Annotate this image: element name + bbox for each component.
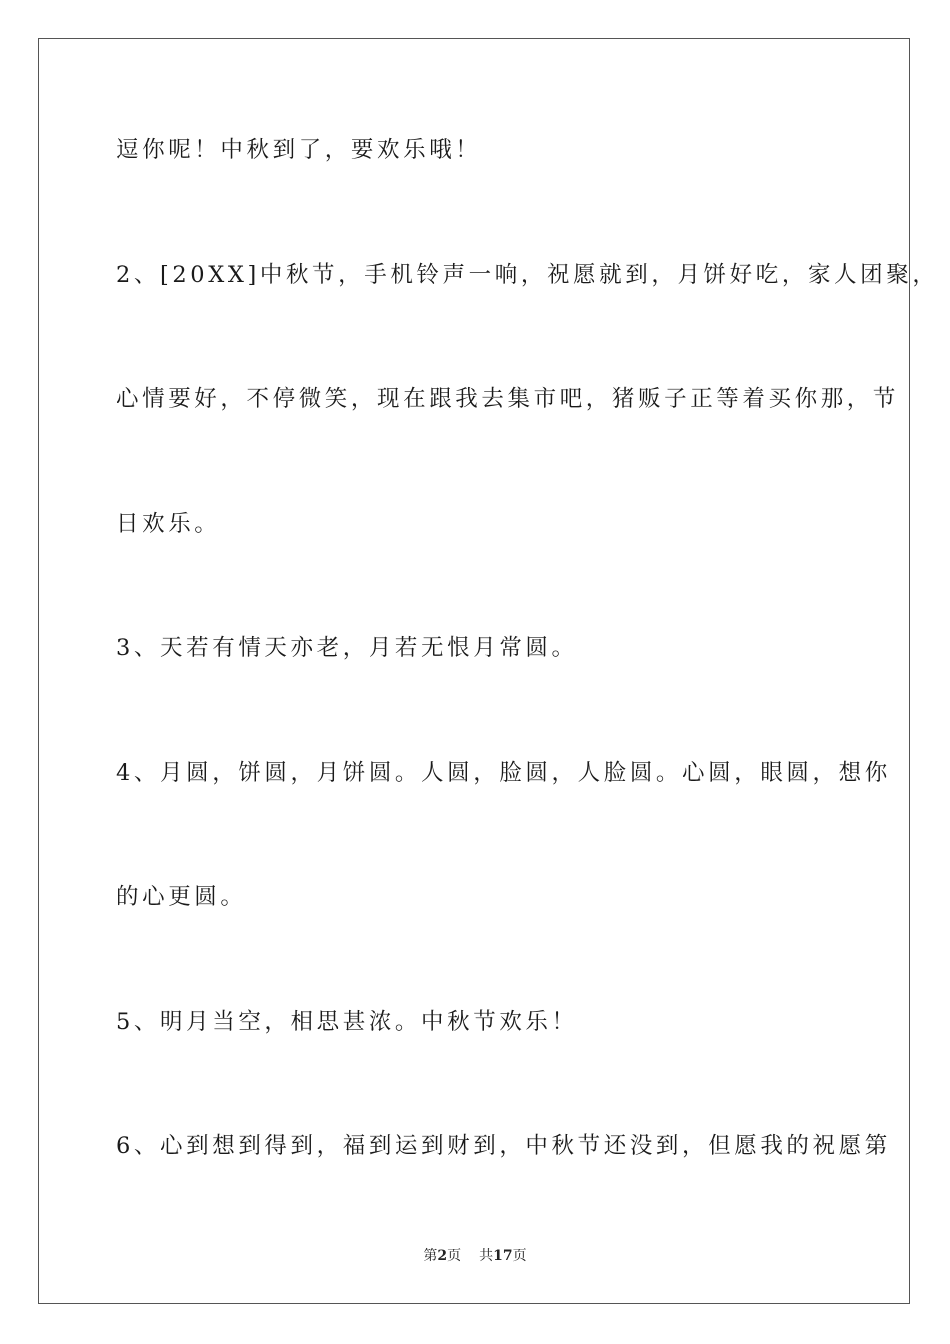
- text-line-1: 逗你呢！中秋到了，要欢乐哦！: [116, 137, 482, 163]
- text-line-3: 心情要好，不停微笑，现在跟我去集市吧，猪贩子正等着买你那，节: [116, 386, 900, 412]
- text-line-8: 5、明月当空，相思甚浓。中秋节欢乐！: [116, 1009, 578, 1035]
- text-line-5: 3、天若有情天亦老，月若无恨月常圆。: [116, 635, 578, 661]
- page-border: [38, 38, 939, 1304]
- text-line-7: 的心更圆。: [116, 884, 247, 910]
- total-prefix: 共: [479, 1248, 494, 1264]
- text-line-9: 6、心到想到得到，福到运到财到，中秋节还没到，但愿我的祝愿第: [116, 1133, 891, 1159]
- total-pages: 17: [493, 1248, 513, 1264]
- text-line-2: 2、[20XX]中秋节，手机铃声一响，祝愿就到，月饼好吃，家人团聚，: [116, 262, 939, 288]
- page-number: 2: [437, 1248, 448, 1264]
- text-line-4: 日欢乐。: [116, 511, 221, 537]
- page-prefix: 第: [423, 1248, 438, 1264]
- page-suffix: 页: [447, 1248, 462, 1264]
- page-footer: [0, 1246, 950, 1266]
- total-suffix: 页: [512, 1248, 527, 1264]
- text-line-6: 4、月圆，饼圆，月饼圆。人圆，脸圆，人脸圆。心圆，眼圆，想你: [116, 760, 891, 786]
